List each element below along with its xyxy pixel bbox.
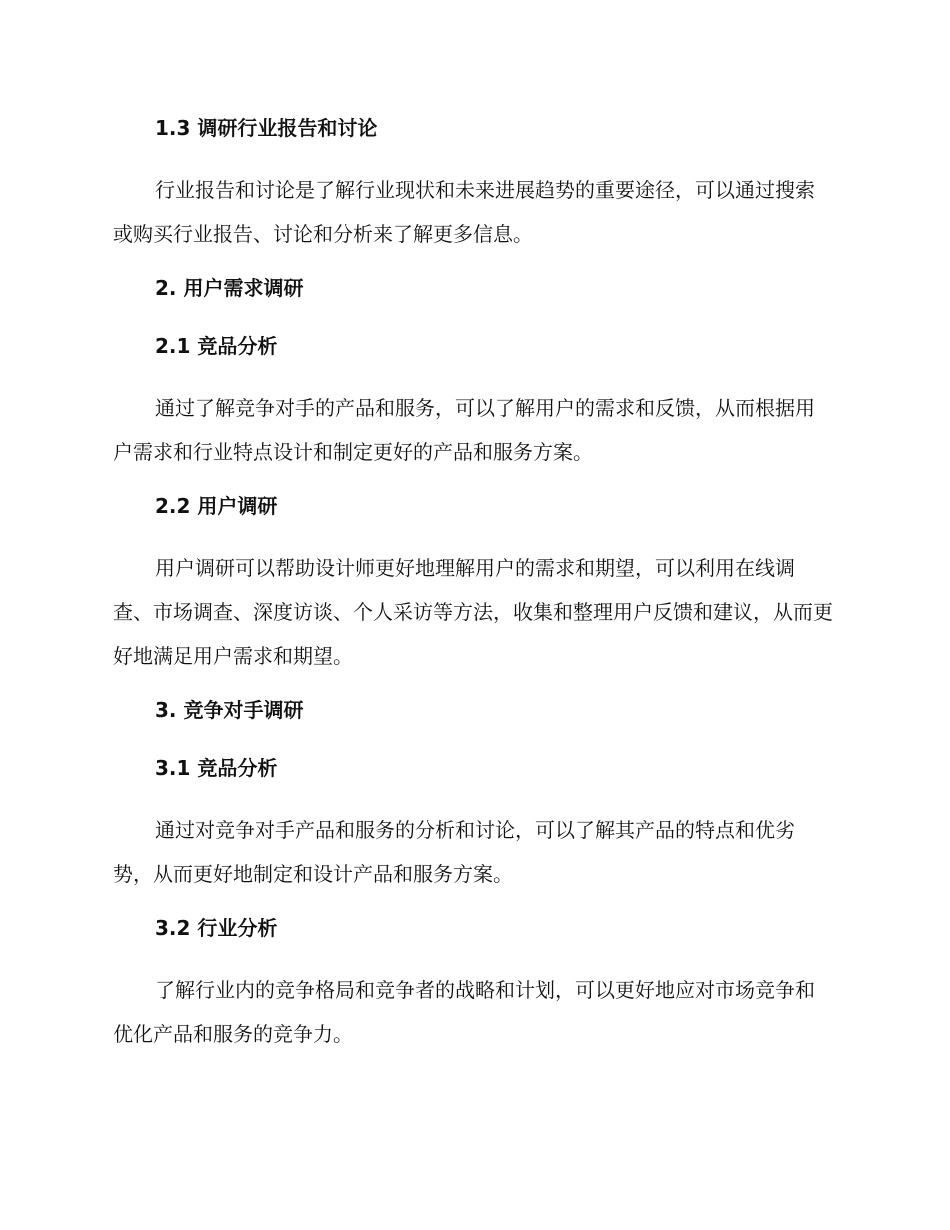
paragraph-industry-analysis: 了解行业内的竞争格局和竞争者的战略和计划，可以更好地应对市场竞争和优化产品和服务的竞争力。 bbox=[113, 978, 815, 1046]
section-heading-1-3: 1.3 调研行业报告和讨论 bbox=[155, 116, 378, 140]
section-heading-3: 3. 竞争对手调研 bbox=[155, 698, 304, 722]
paragraph-user-research: 用户调研可以帮助设计师更好地理解用户的需求和期望，可以利用在线调查、市场调查、深度访谈、个人采访等方法，收集和整理用户反馈和建议，从而更好地满足用户需求和期望。 bbox=[113, 556, 833, 668]
section-heading-3-1: 3.1 竞品分析 bbox=[155, 756, 278, 780]
section-heading-2: 2. 用户需求调研 bbox=[155, 276, 304, 300]
section-heading-3-2: 3.2 行业分析 bbox=[155, 916, 278, 940]
section-heading-2-2: 2.2 用户调研 bbox=[155, 494, 278, 518]
section-heading-2-1: 2.1 竞品分析 bbox=[155, 334, 278, 358]
paragraph-industry-reports: 行业报告和讨论是了解行业现状和未来进展趋势的重要途径，可以通过搜索或购买行业报告、讨论和分析来了解更多信息。 bbox=[113, 178, 815, 246]
paragraph-competitor-analysis: 通过对竞争对手产品和服务的分析和讨论，可以了解其产品的特点和优劣势，从而更好地制定和设计产品和服务方案。 bbox=[113, 818, 795, 886]
document-body bbox=[113, 110, 833, 1070]
paragraph-competitor-products: 通过了解竞争对手的产品和服务，可以了解用户的需求和反馈，从而根据用户需求和行业特点设计和制定更好的产品和服务方案。 bbox=[113, 396, 815, 464]
